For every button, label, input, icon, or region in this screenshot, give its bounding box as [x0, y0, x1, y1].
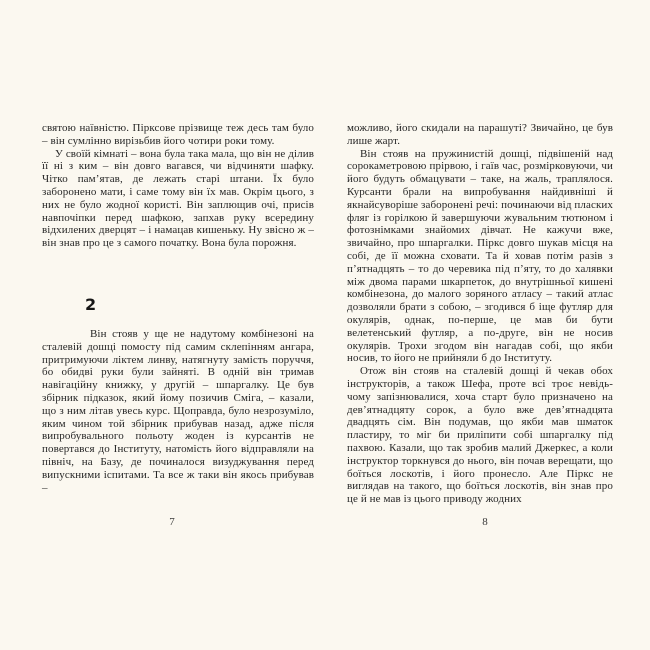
paragraph: Він стояв на пружинистій дошці, підвішеній над сорокаметровою прірвою, і гаїв час, розмірковуючи, чи його будуть обмацувати – таке, на жаль, траплялося. Курсанти брали на випробування найдивніші й якнайсуворіше заборонені речі: починаючи від пласких фляг із горілкою й завершуючи жувальним тютюном і фотознімками знайомих дівчат. Не кажучи вже, звичайно, про шпаргалки. Піркс довго шукав місця на собі, де її можна сховати. Та й ховав потім разів з п’ятнадцять – то до черевика під п’яту, то до халявки між двома парами шкарпеток, до внутрішньої кишені комбінезона, до малого зоряного атласу – такий атлас дозволяли брати з собою, – згодився б іще футляр для окулярів, однак, по-перше, це мав би бути велетенський футляр, а по-друге, він не носив окулярів. Трохи згодом він нагадав собі, що якби носив, то його не прийняли б до Інституту. — [347, 147, 613, 365]
chapter-opening-paragraph: Він стояв у ще не надутому комбінезоні на сталевій дошці помосту під самим склепінням ангара, притримуючи ліктем линву, натягнуту замість поруччя, бо обидві руки були зайняті. В одній він тримав навігаційну книжку, у другій – шпаргалку. Це був збірник підказок, який йому позичив Сміга, – казали, що з ним літав увесь курс. Щоправда, було незрозуміло, яким чином той збірник прибував назад, адже після випробувального польоту жоден із курсантів не повертався до Інституту, натомість його відправляли на північ, на Базу, де починалося визуджування перед випускними іспитами. Та все ж таки він якось прибував – — [42, 327, 314, 494]
paragraph-continuation: можливо, його скидали на парашуті? Звичайно, це був лише жарт. — [347, 122, 613, 147]
paragraph: Отож він стояв на сталевій дошці й чекав обох інструкторів, а також Шефа, проте всі троє невідь-чому запізнювалися, хоча старт було призначено на дев’ятнадцяту сорок, а було вже дев’ятнадцята двадцять сім. Він подумав, що якби мав шматок пластиру, то міг би приліпити собі шпаргалку під пахвою. Казали, що так зробив малий Джеркес, а коли інструктор торкнувся до нього, він почав верещати, що боїться лоскотів, і його пронесло. Але Піркс не виглядав на такого, що боїться лоскотів, він знав про це й не мав із цього приводу жодних — [347, 365, 613, 506]
paragraph-continuation: святою наївністю. Пірксове прізвище теж десь там було – він сумлінно вирізьбив його чотири роки тому. — [42, 122, 314, 147]
chapter-number: 2 — [85, 294, 97, 314]
page-right[interactable] — [347, 122, 613, 506]
paragraph: У своїй кімнаті – вона була така мала, що він не ділив її ні з ким – він довго вагався, чи відчиняти шафку. Чітко пам’ятав, де лежать старі штани. Їх було заборонено мати, і саме тому він їх мав. Окрім цього, з них не було жодної користі. Він заплющив очі, присів навпочіпки перед шафкою, запхав руку всередину відхилених дверцят – і намацав кишеньку. Ну звісно ж – він знав про це з самого початку. Вона була порожня. — [42, 147, 314, 250]
page-left[interactable] — [42, 122, 314, 494]
page-number-right: 8 — [482, 516, 488, 528]
page-number-left: 7 — [169, 516, 175, 528]
